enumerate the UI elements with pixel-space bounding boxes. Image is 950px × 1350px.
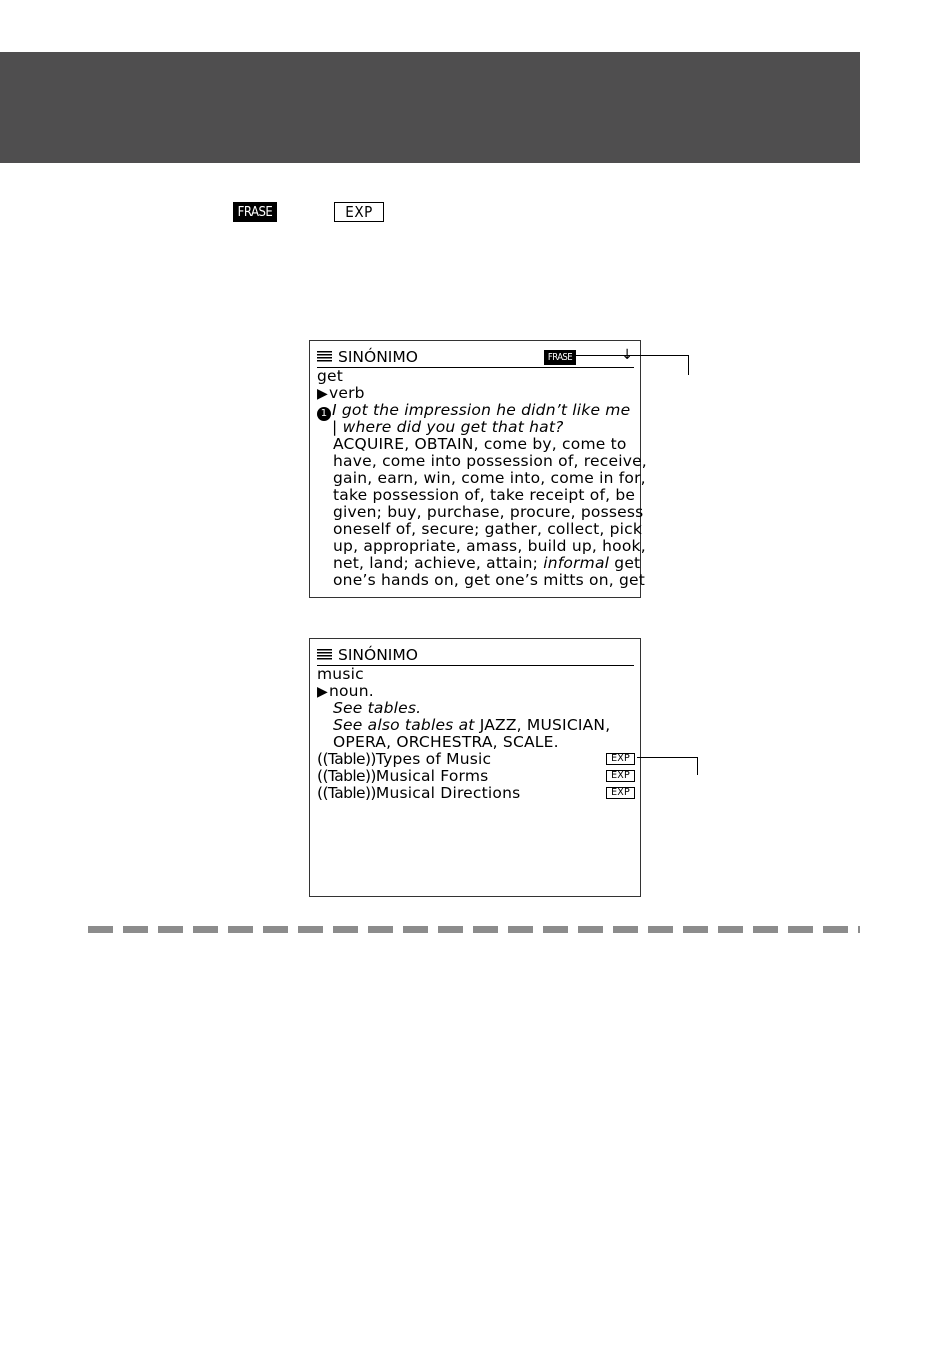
example-text: I got the impression he didn’t like me xyxy=(332,401,631,419)
pos-label: verb xyxy=(328,384,365,402)
dictionary-screen-get xyxy=(309,340,647,598)
exp-callout-line xyxy=(637,757,698,775)
header-band xyxy=(0,52,860,163)
scroll-down-arrow-icon[interactable]: ↓ xyxy=(621,347,633,363)
table-name: Types of Music xyxy=(375,750,492,768)
frase-badge[interactable]: FRASE xyxy=(544,350,576,365)
exp-key-icon: EXP xyxy=(334,202,384,222)
see-tables-line: See tables. xyxy=(333,699,422,717)
entry-body xyxy=(317,367,647,589)
table-row[interactable] xyxy=(317,785,636,802)
synonym-line: take possession of, take receipt of, be xyxy=(333,486,636,504)
dashed-divider xyxy=(88,926,860,933)
synonym-line: have, come into possession of, receive, xyxy=(333,452,647,470)
synonym-line: gain, earn, win, come into, come in for, xyxy=(333,469,646,487)
example-separator: | xyxy=(332,418,338,436)
synonym-line: up, appropriate, amass, build up, hook, xyxy=(333,537,646,555)
synonym-line xyxy=(317,436,636,453)
dictionary-screen-music xyxy=(309,638,641,897)
screen-title-bar xyxy=(317,645,634,666)
headword: music xyxy=(317,665,364,683)
example-text: where did you get that hat? xyxy=(342,418,564,436)
list-icon xyxy=(317,649,332,661)
example-line xyxy=(317,419,636,436)
table-row[interactable] xyxy=(317,751,636,768)
synonym-line: one’s hands on, get one’s mitts on, get xyxy=(333,571,646,589)
table-name: Musical Forms xyxy=(375,767,489,785)
triangle-marker-icon: ▶ xyxy=(317,684,328,700)
table-tag: ((Table)) xyxy=(317,784,376,802)
table-tag: ((Table)) xyxy=(317,750,376,768)
list-icon xyxy=(317,351,332,363)
headword: get xyxy=(317,367,344,385)
part-of-speech xyxy=(317,683,636,700)
table-tag: ((Table)) xyxy=(317,767,376,785)
register-label: informal xyxy=(543,554,610,572)
see-also-line[interactable]: OPERA, ORCHESTRA, SCALE. xyxy=(333,733,559,751)
see-also-line xyxy=(317,717,636,734)
exp-badge[interactable]: EXP xyxy=(606,787,635,799)
synonym-line xyxy=(317,554,641,572)
synonym-text: get xyxy=(609,554,641,572)
table-name: Musical Directions xyxy=(375,784,521,802)
dictionary-title: SINÓNIMO xyxy=(338,348,418,366)
cross-references[interactable]: JAZZ, MUSICIAN, xyxy=(479,716,611,734)
part-of-speech xyxy=(317,385,636,402)
exp-badge[interactable]: EXP xyxy=(606,753,635,765)
exp-badge[interactable]: EXP xyxy=(606,770,635,782)
sense-number-icon: 1 xyxy=(317,407,331,421)
example-line xyxy=(317,402,636,419)
triangle-marker-icon: ▶ xyxy=(317,386,328,402)
table-row[interactable] xyxy=(317,768,636,785)
see-also-prefix: See also tables at xyxy=(333,716,480,734)
synonym-text: , come by, come to xyxy=(473,435,627,453)
synonym-line: oneself of, secure; gather, collect, pick xyxy=(333,520,643,538)
core-synonyms: ACQUIRE, OBTAIN xyxy=(333,435,474,453)
pos-label: noun. xyxy=(328,682,374,700)
synonym-text: net, land; achieve, attain; xyxy=(333,554,544,572)
synonym-line: given; buy, purchase, procure, possess xyxy=(333,503,644,521)
entry-body xyxy=(317,666,636,802)
dictionary-title: SINÓNIMO xyxy=(338,646,418,664)
frase-key-icon: FRASE xyxy=(233,202,277,222)
frase-callout-line xyxy=(576,355,689,375)
